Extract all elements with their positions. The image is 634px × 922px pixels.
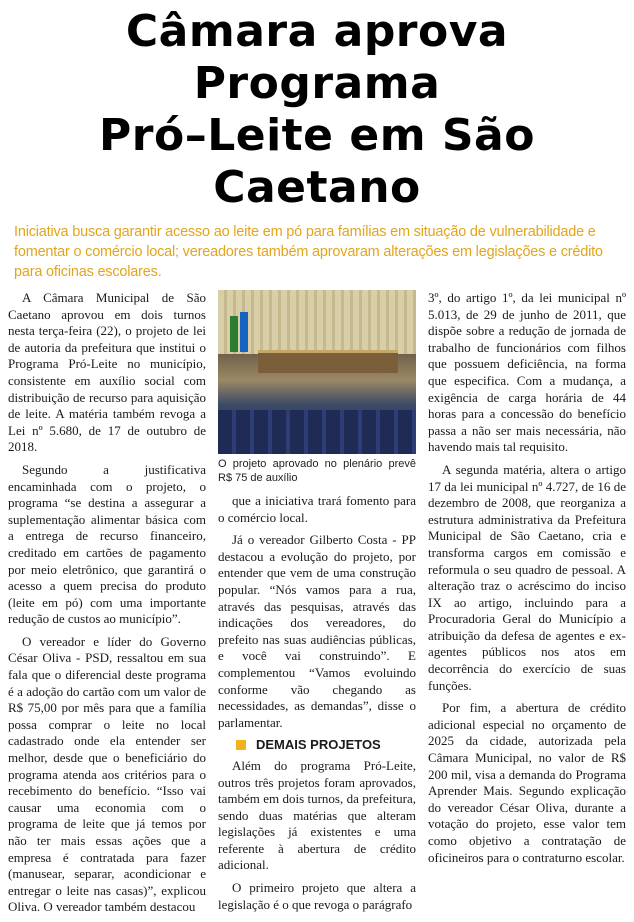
paragraph: Já o vereador Gilberto Costa - PP destacou a evolução do projeto, por entender que vem de uma construção popular. “Nós vamos para a rua, através das pesquisas, através das indicações dos vereadores, do prefeito nas suas audiências públicas, e você vai construindo”. E complementou “Vamos evoluindo conforme vão chegando as necessidades, as demandas”, disse o parlamentar. (218, 532, 416, 730)
column-2 (218, 290, 416, 922)
section-heading (218, 737, 416, 754)
headline-line-1: Câmara aprova Programa (125, 6, 509, 109)
paragraph: Segundo a justificativa encaminhada com o projeto, o programa “se destina a assegurar a suplementação alimentar básica com a entrega de recurso financeiro, creditado em cartões de pagamento por meio eletrônico, que garantirá o acesso a quem precisa do produto (leite em pó) com uma importante redução de custos ao município”. (8, 461, 206, 627)
headline (8, 6, 626, 214)
paragraph: Além do programa Pró-Leite, outros três projetos foram aprovados, também em dois turnos, da prefeitura, sendo duas matérias que alteram legislações já existentes e uma referente à abertura de crédito adicional. (218, 757, 416, 873)
paragraph: que a iniciativa trará fomento para o comércio local. (218, 493, 416, 525)
subtitle: Iniciativa busca garantir acesso ao leite em pó para famílias em situação de vulnerabilidade e fomentar o comércio local; vereadores também aprovaram alterações em legislações e crédito para oficinas escolares. (14, 224, 603, 280)
paragraph: O vereador e líder do Governo César Oliva - PSD, ressaltou em sua fala que o diferencial deste programa é a adoção do cartão com um valor de R$ 75,00 por mês para que a família possa comprar o leite no local cadastrado onde ela entender ser melhor, desde que o beneficiário do programa atenda aos critérios para o recebimento do benefício. “Isso vai causar uma economia com o programa de leite que já temos por não ter mais essas ações que a empresa é contratada para fazer (manusear, separar, acondicionar e entregar o leite nas casas)”, explicou Oliva. O vereador também destacou (8, 633, 206, 915)
paragraph: A Câmara Municipal de São Caetano aprovou em dois turnos nesta terça-feira (22), o projeto de lei de autoria da prefeitura que institui o Programa Pró-Leite no município, consistente em auxílio social com distribuição de recurso para aquisição de leite. A matéria também revoga a Lei nº 5.680, de 17 de outubro de 2018. (8, 290, 206, 455)
column-3 (428, 290, 626, 922)
paragraph: A segunda matéria, altera o artigo 17 da lei municipal nº 4.727, de 16 de dezembro de 2008, que reorganiza a estrutura administrativa da Prefeitura Municipal de São Caetano, cria e transforma cargos em comissão e reformula o seu quadro de pessoal. A alteração traz o acréscimo do inciso IX ao artigo, incluindo para a Procuradoria Geral do Município a atribuição da defesa de agentes e ex-agentes públicos nos atos em decorrência do exercício de suas funções. (428, 461, 626, 693)
column-1 (8, 290, 206, 922)
article-columns (8, 290, 626, 922)
article-page (0, 6, 634, 915)
paragraph: Por fim, a abertura de crédito adicional especial no orçamento de 2025 da cidade, autorizada pela Câmara Municipal, no valor de R$ 200 mil, visa a demanda do Programa Aprender Mais. Segundo explicação do vereador César Oliva, durante a votação do projeto, esse valor tem como objetivo a contratação de oficineiros para o contraturno escolar. (428, 700, 626, 865)
section-heading-text: DEMAIS PROJETOS (256, 737, 381, 753)
photo-bench (258, 350, 398, 373)
plenary-photo (218, 290, 416, 454)
flag-icon (240, 312, 248, 352)
headline-line-2: Pró–Leite em São Caetano (99, 110, 535, 213)
photo-caption: O projeto aprovado no plenário prevê R$ 75 de auxílio (218, 458, 416, 484)
paragraph: 3º, do artigo 1º, da lei municipal nº 5.013, de 29 de junho de 2011, que dispõe sobre a redução de jornada de trabalho de funcionários com filhos que possuem deficiência, na forma que especifica. Com a mudança, a exigência de carga horária de 44 horas para a concessão do benefício passa a não ser mais necessária, não havendo mais tal requisito. (428, 290, 626, 455)
paragraph: O primeiro projeto que altera a legislação é o que revoga o parágrafo (218, 880, 416, 912)
section-marker-icon (236, 740, 246, 750)
flag-icon (230, 316, 238, 352)
photo-seats (218, 410, 416, 454)
